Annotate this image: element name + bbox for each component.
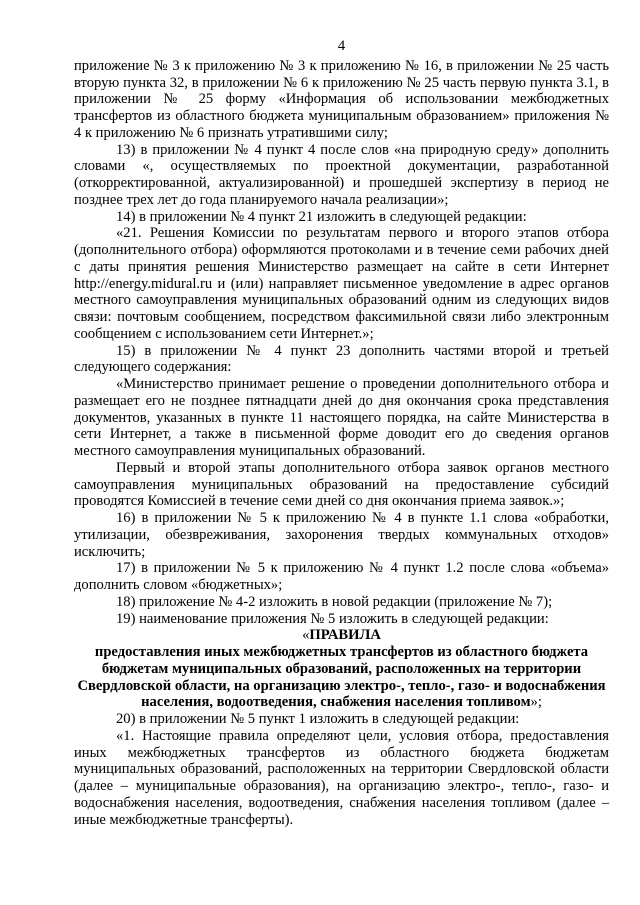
rules-heading-line — [74, 627, 609, 644]
paragraph: Первый и второй этапы дополнительного отбора заявок органов местного самоуправления муниципальных образований на предоставление субсидий проводятся Комиссией в течение семи дней со дня окончания приема заявок.»; — [74, 459, 609, 510]
paragraph: приложение № 3 к приложению № 3 к приложению № 16, в приложении № 25 часть вторую пункта 32, в приложении № 6 к приложению № 25 часть первую пункта 3.1, в приложении № 25 форму «Информация об использовании межбюджетных трансфертов из областного бюджета муниципальным образованием» приложения № 4 к приложению № 6 признать утратившими силу; — [74, 57, 609, 141]
paragraph: «Министерство принимает решение о проведении дополнительного отбора и размещает его не позднее пятнадцати дней до дня окончания срока представления документов, указанных в пункте 11 настоящего порядка, на сайте Министерства в сети Интернет, а также в письменной форме доводит его до сведения органов местного самоуправления муниципальных образований. — [74, 376, 609, 459]
rules-title-line: бюджетам муниципальных образований, расположенных на территории — [101, 660, 582, 677]
paragraph: 15) в приложении № 4 пункт 23 дополнить частями второй и третьей следующего содержания: — [74, 342, 609, 376]
paragraph: «1. Настоящие правила определяют цели, условия отбора, предоставления иных межбюджетных трансфертов из областного бюджета бюджетам муниципальных образований, расположенных на территории Свердловской области (далее – муниципальные образования), на организацию электро-, тепло-, газо- и водоснабжения населения, водоотведения, снабжения населения топливом (далее – иные межбюджетные трансферты). — [74, 727, 609, 828]
paragraph: 14) в приложении № 4 пункт 21 изложить в следующей редакции: — [116, 208, 527, 225]
rules-open-quote: « — [302, 627, 310, 644]
paragraph: 13) в приложении № 4 пункт 4 после слов «на природную среду» дополнить словами «, осуществляемых по проектной документации, разработанной (откорректированной, актуализированной) и прошедшей экспертизу в период не позднее трех лет до года планируемого начала реализации»; — [74, 141, 609, 208]
page-number: 4 — [337, 38, 346, 54]
rules-title-line: предоставления иных межбюджетных трансфертов из областного бюджета — [94, 644, 589, 660]
rules-title-last-text: населения, водоотведения, снабжения населения топливом — [141, 694, 531, 711]
document-page — [74, 38, 609, 828]
rules-title-line: Свердловской области, на организацию электро-, тепло-, газо- и водоснабжения — [77, 677, 606, 694]
rules-close-quote: »; — [530, 694, 542, 711]
paragraph: 17) в приложении № 5 к приложению № 4 пункт 1.2 после слова «объема» дополнить словом «бюджетных»; — [74, 560, 609, 593]
paragraph: 19) наименование приложения № 5 изложить в следующей редакции: — [116, 610, 549, 627]
rules-heading: ПРАВИЛА — [309, 627, 381, 644]
paragraphs-after — [74, 711, 609, 828]
paragraph: «21. Решения Комиссии по результатам первого и второго этапов отбора (дополнительного отбора) оформляются протоколами и в течение семи рабочих дней с даты принятия решения Министерство размещает на сайте в сети Интернет http://energy.midural.ru и (или) направляет письменное уведомление в адрес органов местного самоуправления муниципальных образований одним из следующих видов связи: почтовым сообщением, посредством факсимильной связи либо электронным сообщением с использованием сети Интернет.»; — [74, 225, 609, 342]
rules-title — [74, 627, 609, 711]
paragraph: 18) приложение № 4-2 изложить в новой редакции (приложение № 7); — [116, 593, 553, 610]
paragraphs-before — [74, 58, 609, 628]
rules-title-last-line — [74, 694, 609, 711]
paragraph: 20) в приложении № 5 пункт 1 изложить в следующей редакции: — [116, 711, 520, 727]
paragraph: 16) в приложении № 5 к приложению № 4 в пункте 1.1 слова «обработки, утилизации, обезвреживания, захоронения твердых коммунальных отходов» исключить; — [74, 510, 609, 560]
